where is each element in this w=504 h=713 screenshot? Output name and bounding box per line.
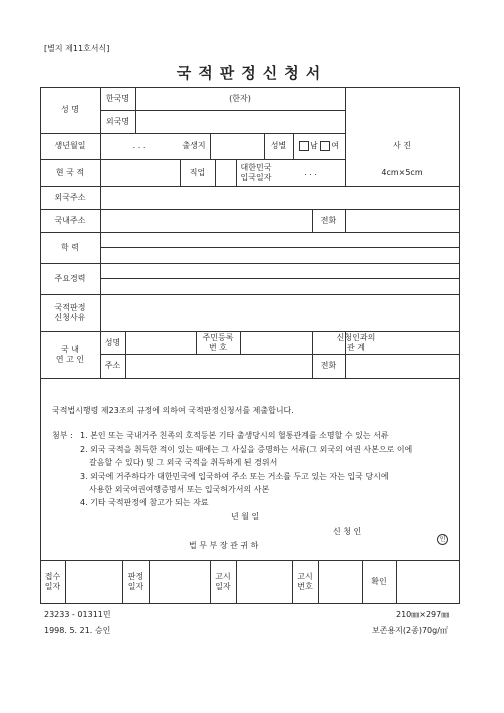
- education-label: 학 력: [61, 242, 79, 252]
- occupation-label: 직업: [189, 167, 206, 177]
- notice-number-field[interactable]: [318, 560, 362, 603]
- female-label: 여: [331, 141, 339, 150]
- confirm-field[interactable]: [396, 560, 459, 603]
- guarantor-resident-no-label: 주민등록 번 호: [202, 332, 234, 352]
- reason-field[interactable]: [100, 294, 459, 331]
- attachments-heading: 첨부 :: [52, 431, 73, 440]
- applicant-label: 신 청 인: [333, 527, 362, 536]
- approval-date: 1998. 5. 21. 승인: [44, 626, 111, 635]
- receipt-date-field[interactable]: [65, 560, 122, 603]
- decision-date-field[interactable]: [149, 560, 210, 603]
- guarantor-phone-label: 전화: [320, 361, 337, 370]
- guarantor-address-field[interactable]: [125, 354, 312, 378]
- occupation-field[interactable]: [215, 159, 236, 186]
- form-title: 국적판정신청서: [176, 64, 328, 82]
- photo-size: 4cm×5cm: [381, 167, 423, 177]
- notice-number-label: 고시 번호: [297, 571, 313, 591]
- paper-size: 210㎜×297㎜: [396, 610, 450, 619]
- male-label: 남: [309, 141, 318, 150]
- domestic-phone-field[interactable]: [345, 209, 459, 232]
- attachment-item: 갈음할 수 있다) 및 그 외국 국적을 취득하게 된 경위서: [89, 458, 278, 467]
- receipt-date-label: 접수 일자: [44, 571, 61, 591]
- guarantor-address-label: 주소: [104, 361, 121, 370]
- foreign-address-label: 외국주소: [54, 192, 86, 202]
- birthplace-label: 출생지: [182, 141, 206, 150]
- guarantor-label: 국 내 연 고 인: [55, 344, 85, 364]
- form-annex: [별지 제11호서식]: [44, 44, 110, 53]
- photo-label: 사 진: [393, 141, 411, 150]
- birthdate-label: 생년월일: [54, 141, 86, 150]
- entry-date-field[interactable]: . . .: [304, 167, 317, 177]
- domestic-address-field[interactable]: [100, 209, 312, 232]
- domestic-phone-label: 전화: [320, 215, 337, 225]
- name-label: 성 명: [61, 105, 79, 114]
- decision-date-label: 판정 일자: [127, 571, 144, 591]
- guarantor-phone-field[interactable]: [345, 354, 459, 378]
- current-nationality-label: 현 국 적: [55, 167, 85, 177]
- education-field[interactable]: [100, 232, 459, 263]
- attachment-item: 3. 외국에 거주하다가 대한민국에 입국하여 주소 또는 거소를 두고 있는 자는 입국 당시에: [80, 472, 389, 481]
- attachment-item: 사용한 외국여권여행증명서 또는 입국허가서의 사본: [89, 485, 270, 494]
- notice-date-field[interactable]: [236, 560, 292, 603]
- entry-date-label: 대한민국 입국일자: [240, 162, 272, 182]
- confirm-label: 확인: [371, 576, 387, 586]
- korean-name-field[interactable]: [135, 87, 345, 110]
- paper-type: 보존용지(2종)70g/㎡: [372, 626, 448, 635]
- current-nationality-field[interactable]: [100, 159, 180, 186]
- signature-date-line: 년 월 일: [231, 512, 260, 521]
- domestic-address-label: 국내주소: [54, 215, 86, 225]
- guarantor-resident-no-field[interactable]: [240, 331, 312, 354]
- seal-icon: 인: [437, 534, 448, 545]
- addressee: 법 무 부 장 관 귀 하: [189, 541, 259, 550]
- guarantor-relation-field[interactable]: [400, 331, 459, 354]
- career-label: 주요경력: [54, 273, 86, 283]
- attachment-item: 1. 본인 또는 국내거주 친족의 호적등본 기타 출생당시의 혈통관계를 소명할 수 있는 서류: [80, 431, 389, 440]
- hanja-label: (한자): [229, 93, 251, 103]
- sex-options: [293, 133, 345, 159]
- guarantor-relation-label: 신청인과의 관 계: [336, 332, 376, 352]
- guarantor-name-field[interactable]: [125, 331, 196, 354]
- male-checkbox[interactable]: [299, 141, 309, 151]
- form-number: 23233 - 01311민: [44, 610, 111, 619]
- female-checkbox[interactable]: [320, 141, 330, 151]
- career-field[interactable]: [100, 263, 459, 294]
- reason-label: 국적판정 신청사유: [54, 302, 86, 322]
- attachment-item: 2. 외국 국적을 취득한 적이 있는 때에는 그 사실을 증명하는 서류(그 외국의 여권 사본으로 이에: [80, 445, 413, 454]
- foreign-address-field[interactable]: [100, 186, 459, 209]
- birthplace-field[interactable]: [210, 133, 264, 159]
- seal-mark: [437, 526, 448, 545]
- sex-label: 성별: [270, 141, 287, 150]
- birthdate-field[interactable]: . . .: [132, 141, 146, 150]
- foreign-name-label: 외국명: [105, 116, 130, 126]
- notice-date-label: 고시 일자: [215, 571, 231, 591]
- foreign-name-field[interactable]: [135, 110, 345, 133]
- attachment-item: 4. 기타 국적판정에 참고가 되는 자료: [80, 498, 209, 507]
- statement-text: 국적법시행령 제23조의 규정에 의하여 국적판정신청서를 제출합니다.: [52, 406, 294, 415]
- guarantor-name-label: 성명: [104, 337, 121, 347]
- korean-name-label: 한국명: [105, 93, 130, 103]
